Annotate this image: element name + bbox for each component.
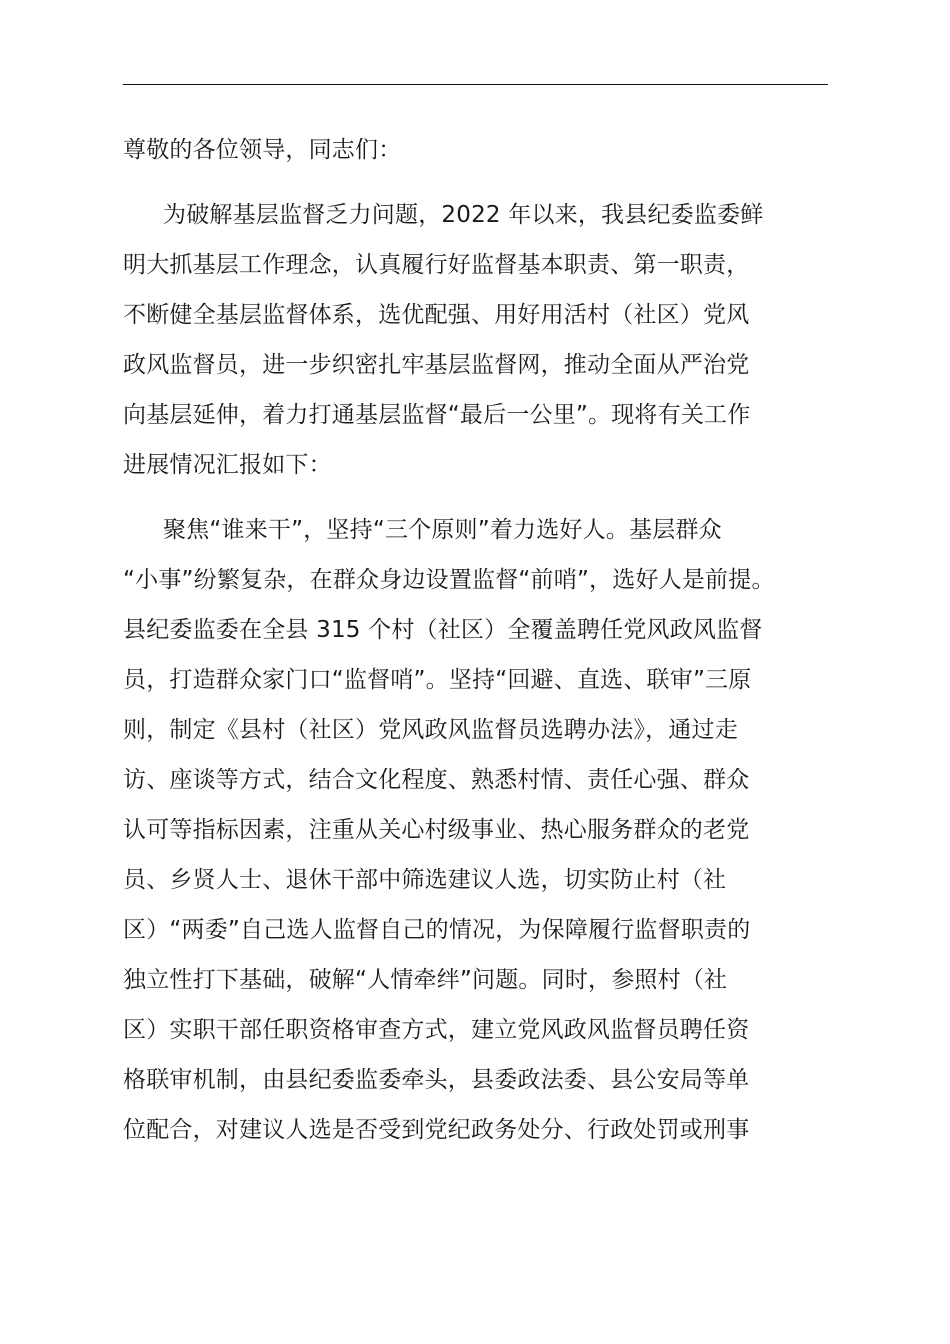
- paragraph-line: 县纪委监委在全县 315 个村（社区）全覆盖聘任党风政风监督: [123, 617, 763, 643]
- paragraph-1: [123, 190, 843, 490]
- paragraph-line: 认可等指标因素，注重从关心村级事业、热心服务群众的老党: [123, 817, 750, 843]
- paragraph-line: 向基层延伸，着力打通基层监督“最后一公里”。现将有关工作: [123, 402, 751, 428]
- paragraph-line: 聚焦“谁来干”，坚持“三个原则”着力选好人。基层群众: [163, 517, 722, 543]
- paragraph-line: 访、座谈等方式，结合文化程度、熟悉村情、责任心强、群众: [123, 767, 750, 793]
- paragraph-line: 政风监督员，进一步织密扎牢基层监督网，推动全面从严治党: [123, 352, 750, 378]
- paragraph-line: “小事”纷繁复杂，在群众身边设置监督“前哨”，选好人是前提。: [123, 567, 775, 593]
- document-body: [123, 125, 843, 1155]
- salutation: 尊敬的各位领导，同志们：: [123, 137, 402, 163]
- paragraph-line: 区）“两委”自己选人监督自己的情况，为保障履行监督职责的: [123, 917, 751, 943]
- paragraph-line: 为破解基层监督乏力问题，2022 年以来，我县纪委监委鲜: [163, 202, 764, 228]
- paragraph-line: 则，制定《县村（社区）党风政风监督员选聘办法》，通过走: [123, 717, 738, 743]
- paragraph-line: 区）实职干部任职资格审查方式，建立党风政风监督员聘任资: [123, 1017, 750, 1043]
- paragraph-line: 不断健全基层监督体系，选优配强、用好用活村（社区）党风: [123, 302, 750, 328]
- paragraph-line: 位配合，对建议人选是否受到党纪政务处分、行政处罚或刑事: [123, 1117, 750, 1143]
- paragraph-line: 独立性打下基础，破解“人情牵绊”问题。同时，参照村（社: [123, 967, 728, 993]
- paragraph-line: 进展情况汇报如下：: [123, 452, 332, 478]
- paragraph-line: 明大抓基层工作理念，认真履行好监督基本职责、第一职责，: [123, 252, 750, 278]
- paragraph-line: 员，打造群众家门口“监督哨”。坚持“回避、直选、联审”三原: [123, 667, 752, 693]
- paragraph-line: 员、乡贤人士、退休干部中筛选建议人选，切实防止村（社: [123, 867, 727, 893]
- header-rule: [123, 84, 828, 85]
- paragraph-line: 格联审机制，由县纪委监委牵头，县委政法委、县公安局等单: [123, 1067, 750, 1093]
- paragraph-2: [123, 505, 843, 1155]
